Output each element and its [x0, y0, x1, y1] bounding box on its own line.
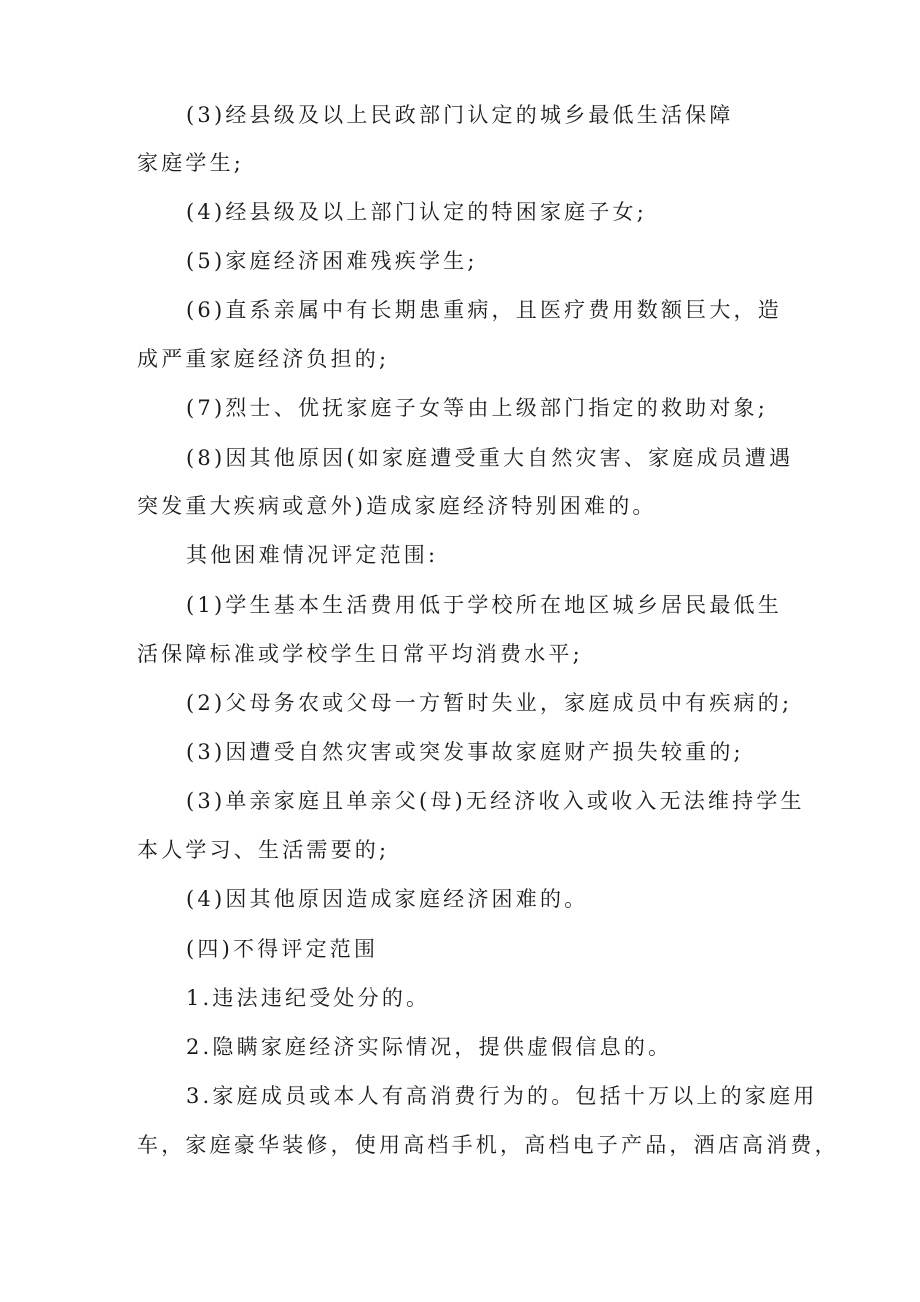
paragraph-line: (3)经县级及以上民政部门认定的城乡最低生活保障 [186, 103, 734, 127]
paragraph-line: (4)因其他原因造成家庭经济困难的。 [186, 887, 589, 911]
paragraph-line: (3)因遭受自然灾害或突发事故家庭财产损失较重的; [186, 740, 744, 764]
paragraph-line: (2)父母务农或父母一方暂时失业，家庭成员中有疾病的; [186, 691, 793, 715]
paragraph-line: 家庭学生; [137, 151, 245, 175]
paragraph-line: (3)单亲家庭且单亲父(母)无经济收入或收入无法维持学生 [186, 789, 805, 813]
paragraph-line: 1.违法违纪受处分的。 [186, 986, 431, 1010]
paragraph-line: (4)经县级及以上部门认定的特困家庭子女; [186, 200, 648, 224]
paragraph-line: 本人学习、生活需要的; [137, 838, 390, 862]
paragraph-line: (8)因其他原因(如家庭遭受重大自然灾害、家庭成员遭遇 [186, 446, 794, 470]
section-heading: 其他困难情况评定范围: [186, 543, 439, 567]
paragraph-line: 活保障标准或学校学生日常平均消费水平; [137, 642, 583, 666]
paragraph-line: 车，家庭豪华装修，使用高档手机，高档电子产品，酒店高消费， [137, 1133, 839, 1157]
paragraph-line: 3.家庭成员或本人有高消费行为的。包括十万以上的家庭用 [186, 1084, 818, 1108]
paragraph-line: (1)学生基本生活费用低于学校所在地区城乡居民最低生 [186, 593, 782, 617]
paragraph-line: (6)直系亲属中有长期患重病，且医疗费用数额巨大，造 [186, 298, 782, 322]
paragraph-line: 2.隐瞒家庭经济实际情况，提供虚假信息的。 [186, 1035, 673, 1059]
paragraph-line: 突发重大疾病或意外)造成家庭经济特别困难的。 [137, 494, 657, 518]
section-heading: (四)不得评定范围 [186, 937, 379, 961]
paragraph-line: (7)烈士、优抚家庭子女等由上级部门指定的救助对象; [186, 396, 769, 420]
paragraph-line: (5)家庭经济困难残疾学生; [186, 249, 478, 273]
paragraph-line: 成严重家庭经济负担的; [137, 347, 390, 371]
